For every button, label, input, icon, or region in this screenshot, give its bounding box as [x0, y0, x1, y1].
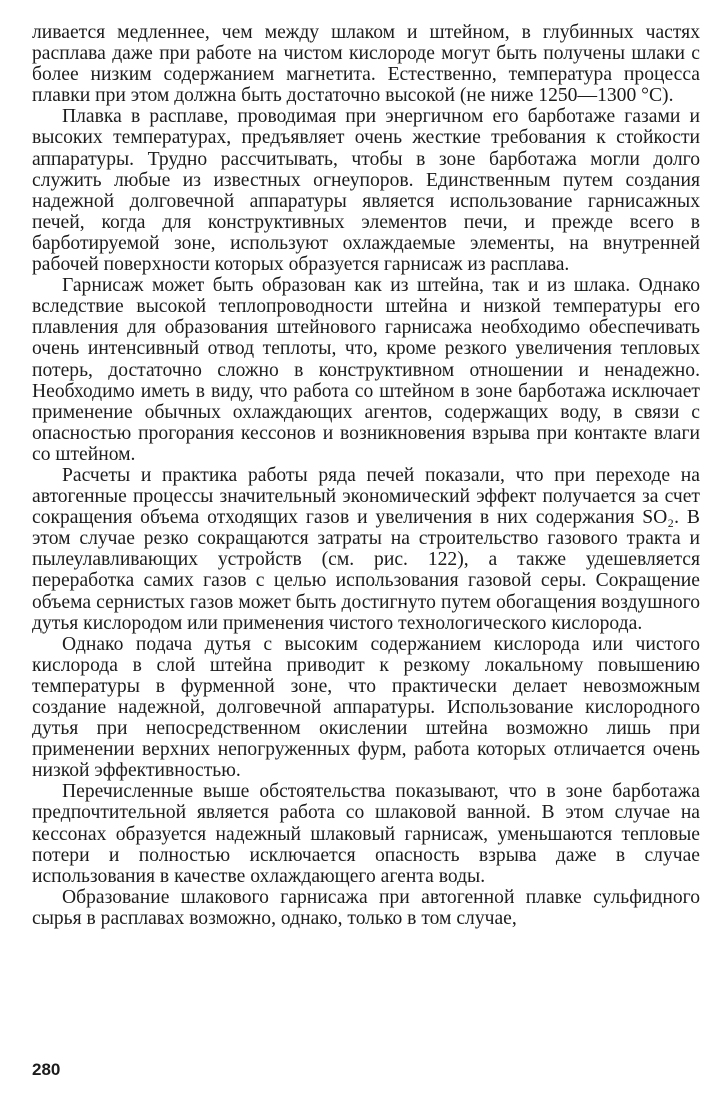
paragraph-5: Однако подача дутья с высоким содержанием кислорода или чистого кислорода в слой штейна приводит к резкому локальному повышению температуры в фурменной зоне, что практически делает невозможным создание надежной, долговечной аппаратуры. Использование кислородного дутья при непосредственном окислении штейна возможно лишь при применении верхних непогруженных фурм, работа которых отличается очень низкой эффективностью. — [32, 633, 700, 782]
paragraph-6: Перечисленные выше обстоятельства показывают, что в зоне барботажа предпочтительной является работа со шлаковой ванной. В этом случае на кессонах образуется надежный шлаковый гарнисаж, уменьшаются тепловые потери и полностью исключается опасность взрыва даже в случае использования в качестве охлаждающего агента воды. — [32, 781, 700, 887]
paragraph-4: Расчеты и практика работы ряда печей показали, что при переходе на автогенные процессы значительный экономический эффект получается за счет сокращения объема отходящих газов и увеличения в них содержания SO₂. В этом случае резко сокращаются затраты на строительство газового тракта и пылеулавливающих устройств (см. рис. 122), а также удешевляется переработка самих газов с целью использования газовой серы. Сокращение объема сернистых газов может быть достигнуто путем обогащения воздушного дутья кислородом или применения чистого технологического кислорода. — [32, 464, 700, 634]
page-number: 280 — [32, 1060, 61, 1079]
paragraph-7: Образование шлакового гарнисажа при автогенной плавке сульфидного сырья в расплавах возможно, однако, только в том случае, — [32, 886, 700, 929]
paragraph-3: Гарнисаж может быть образован как из штейна, так и из шлака. Однако вследствие высокой теплопроводности штейна и низкой температуры его плавления для образования штейнового гарнисажа необходимо обеспечивать очень интенсивный отвод теплоты, что, кроме резкого увеличения тепловых потерь, достаточно сложно в конструктивном отношении и ненадежно. Необходимо иметь в виду, что работа со штейном в зоне барботажа исключает применение обычных охлаждающих агентов, содержащих воду, в связи с опасностью прогорания кессонов и возникновения взрыва при контакте влаги со штейном. — [32, 275, 700, 465]
paragraph-1: ливается медленнее, чем между шлаком и штейном, в глубинных частях расплава даже при работе на чистом кислороде могут быть получены шлаки с более низким содержанием магнетита. Естественно, температура процесса плавки при этом должна быть достаточно высокой (не ниже 1250—1300 °C). — [32, 22, 700, 107]
page-body — [32, 22, 700, 929]
paragraph-2: Плавка в расплаве, проводимая при энергичном его барботаже газами и высоких температурах, предъявляет очень жесткие требования к стойкости аппаратуры. Трудно рассчитывать, чтобы в зоне барботажа могли долго служить любые из известных огнеупоров. Единственным путем создания надежной долговечной аппаратуры является использование гарнисажных печей, когда для конструктивных элементов печи, и прежде всего в барботируемой зоне, используют охлаждаемые элементы, на внутренней рабочей поверхности которых образуется гарнисаж из расплава. — [32, 106, 700, 276]
